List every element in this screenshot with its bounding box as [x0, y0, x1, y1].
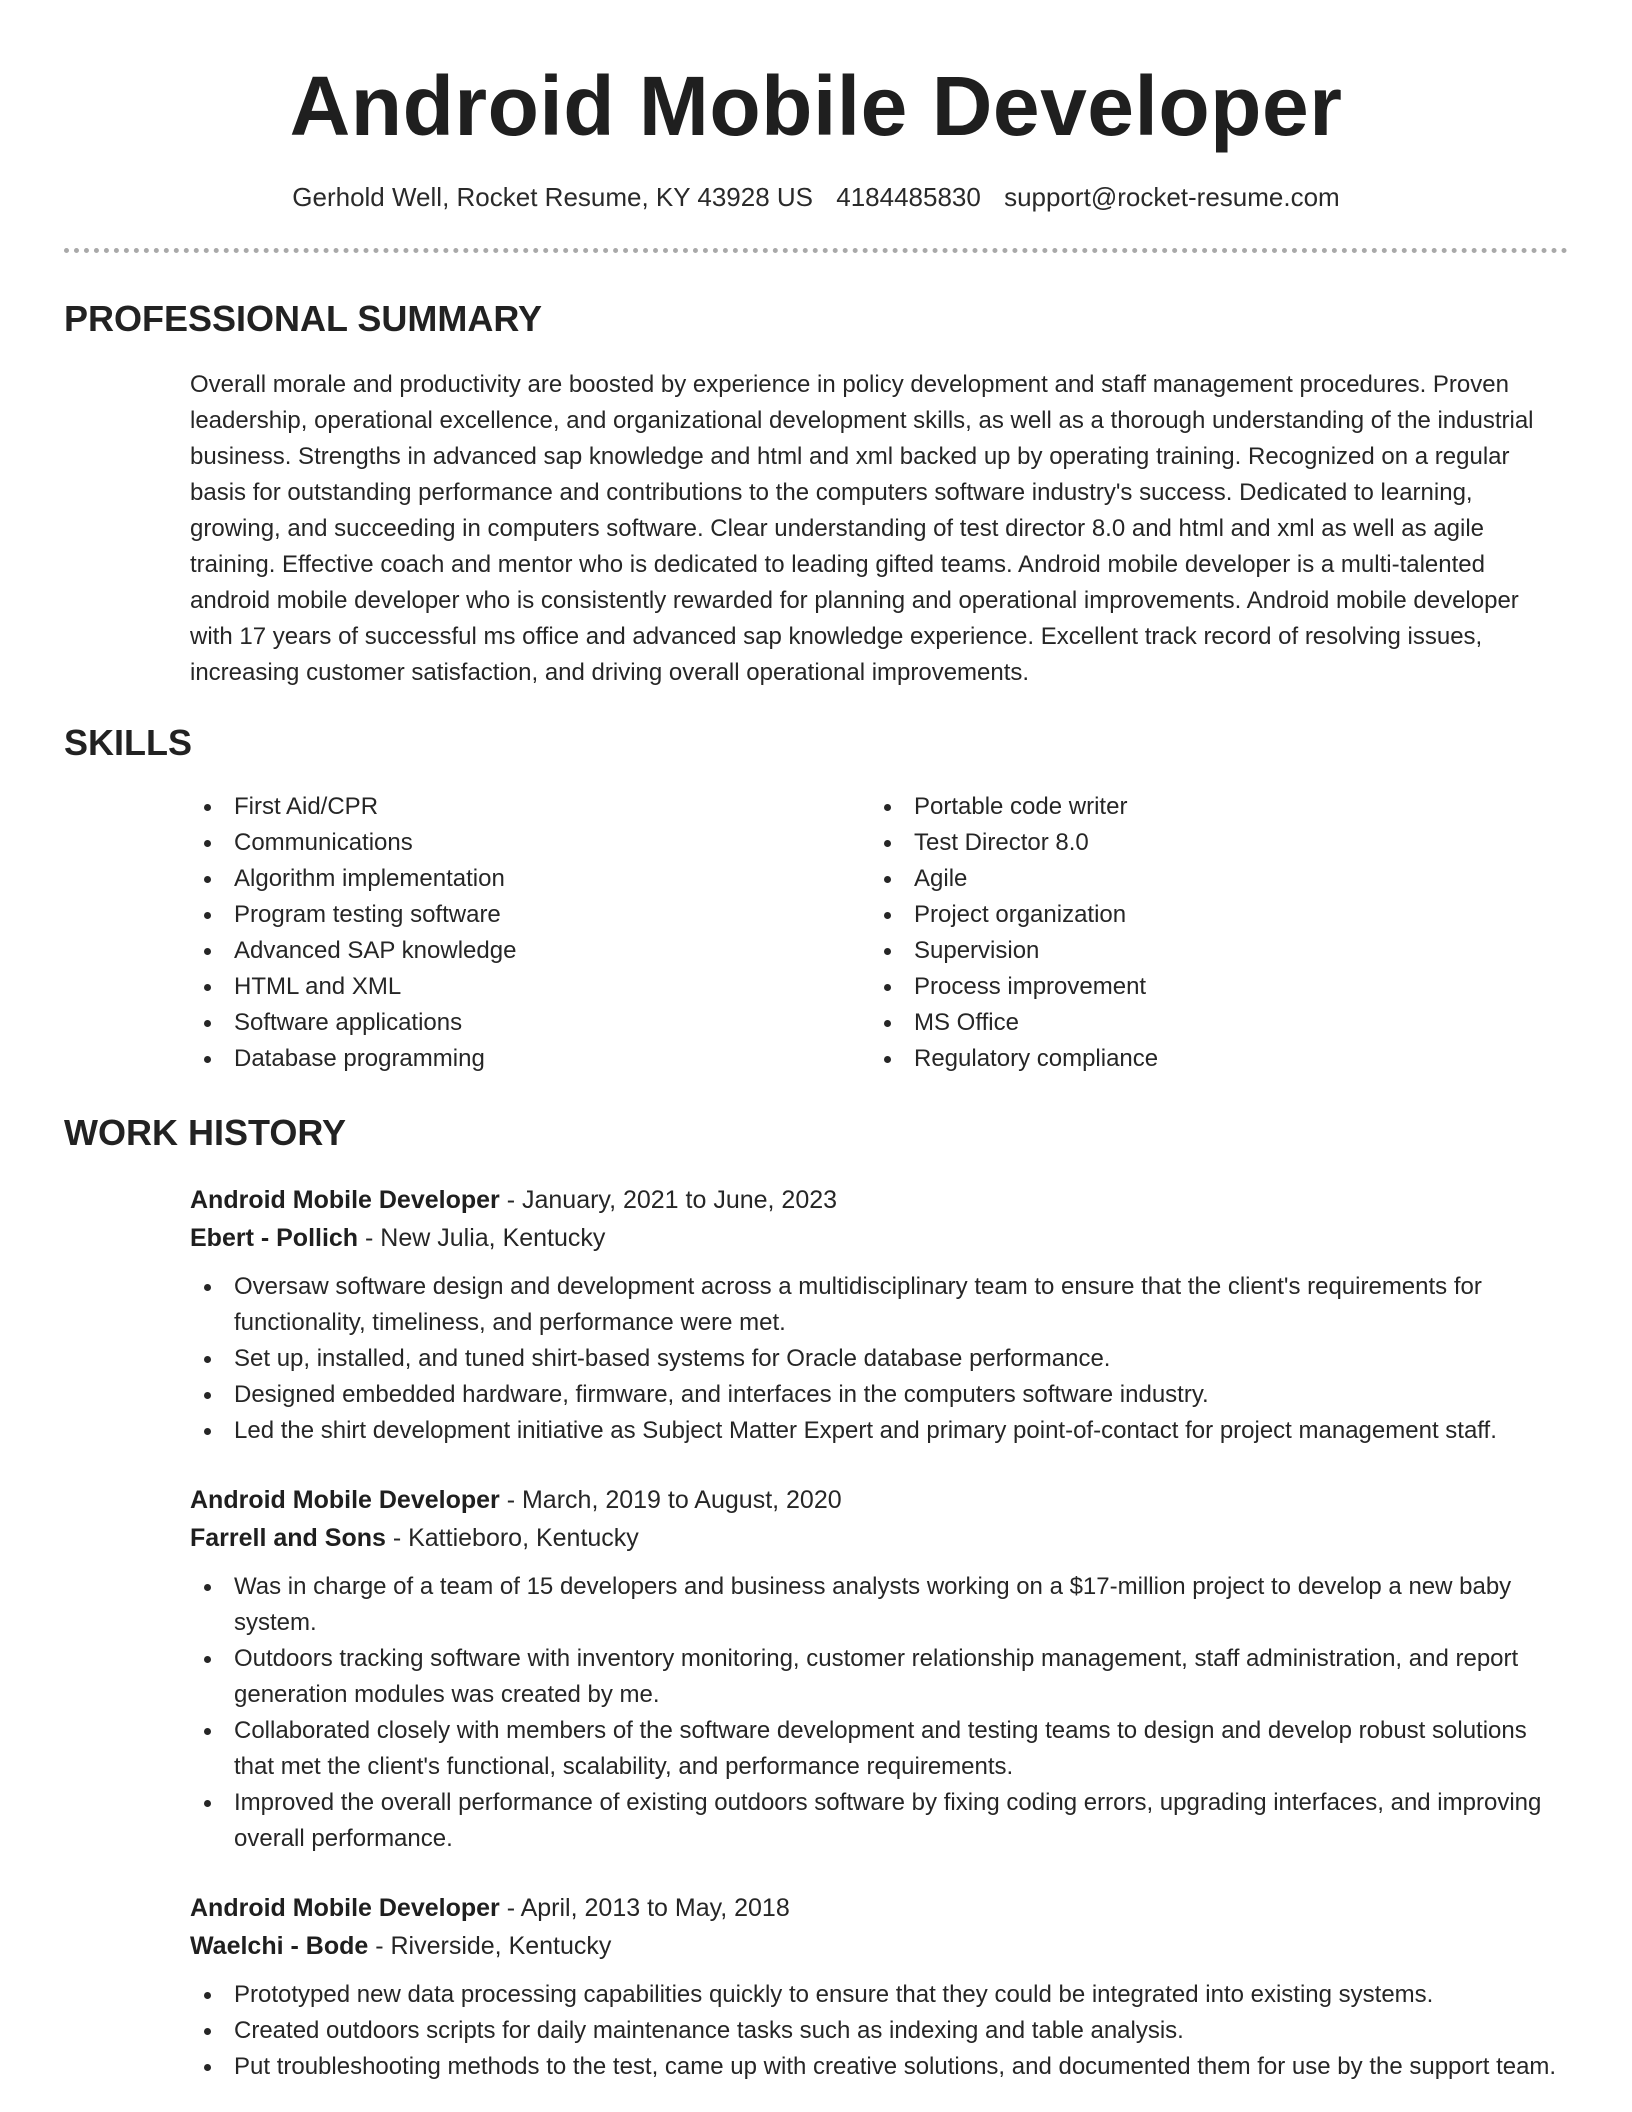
- job-bullet: Led the shirt development initiative as Subject Matter Expert and primary point-of-contact for project management staff.: [190, 1413, 1568, 1449]
- job-company: Waelchi - Bode: [190, 1932, 369, 1960]
- skill-item: Algorithm implementation: [190, 861, 870, 897]
- skill-item: Supervision: [870, 933, 1550, 969]
- skills-title: SKILLS: [64, 722, 193, 763]
- contact-phone: 4184485830: [836, 182, 981, 212]
- candidate-name: Android Mobile Developer: [289, 59, 1343, 153]
- job-title-line: [190, 1481, 1568, 1519]
- contact-email: support@rocket-resume.com: [1004, 182, 1340, 212]
- job-bullet: Set up, installed, and tuned shirt-based systems for Oracle database performance.: [190, 1341, 1568, 1377]
- job-bullet: Outdoors tracking software with inventory monitoring, customer relationship management, staff administration, and report generation modules was created by me.: [190, 1641, 1568, 1713]
- job-dates: - March, 2019 to August, 2020: [499, 1486, 842, 1514]
- work-history-section: [64, 1111, 1568, 2085]
- skill-item: Advanced SAP knowledge: [190, 933, 870, 969]
- skill-item: Test Director 8.0: [870, 825, 1550, 861]
- job-title-line: [190, 1889, 1568, 1927]
- job-bullet-list: [190, 1269, 1568, 1449]
- skill-item: Database programming: [190, 1041, 870, 1077]
- job-location: - New Julia, Kentucky: [358, 1224, 606, 1252]
- job-dates: - April, 2013 to May, 2018: [499, 1894, 790, 1922]
- job-company: Ebert - Pollich: [190, 1224, 359, 1252]
- job-bullet-list: [190, 1977, 1568, 2085]
- work-history-title: WORK HISTORY: [64, 1112, 347, 1153]
- skills-list-left: [190, 789, 870, 1077]
- job-title: Android Mobile Developer: [190, 1486, 500, 1514]
- skill-item: Project organization: [870, 897, 1550, 933]
- job-company: Farrell and Sons: [190, 1524, 386, 1552]
- job-location: - Riverside, Kentucky: [368, 1932, 612, 1960]
- job-bullet: Designed embedded hardware, firmware, and interfaces in the computers software industry.: [190, 1377, 1568, 1413]
- skill-item: HTML and XML: [190, 969, 870, 1005]
- job-title: Android Mobile Developer: [190, 1186, 500, 1214]
- skill-item: First Aid/CPR: [190, 789, 870, 825]
- skill-item: Process improvement: [870, 969, 1550, 1005]
- summary-title: PROFESSIONAL SUMMARY: [64, 298, 543, 339]
- job-company-line: [190, 1927, 1568, 1965]
- skill-item: Portable code writer: [870, 789, 1550, 825]
- skill-item: Communications: [190, 825, 870, 861]
- job-entry: [190, 1481, 1568, 1857]
- job-title-line: [190, 1181, 1568, 1219]
- skills-list-right: [870, 789, 1550, 1077]
- job-bullet: Was in charge of a team of 15 developers and business analysts working on a $17-million project to develop a new baby system.: [190, 1569, 1568, 1641]
- job-dates: - January, 2021 to June, 2023: [499, 1186, 838, 1214]
- skill-item: Program testing software: [190, 897, 870, 933]
- summary-text: Overall morale and productivity are boosted by experience in policy development and staff management procedures. Proven leadership, operational excellence, and organizational development skills, as well as a thorough understanding of the industrial business. Strengths in advanced sap knowledge and html and xml backed up by operating training. Recognized on a regular basis for outstanding performance and contributions to the computers software industry's success. Dedicated to learning, growing, and succeeding in computers software. Clear understanding of test director 8.0 and html and xml as well as agile training. Effective coach and mentor who is dedicated to leading gifted teams. Android mobile developer is a multi-talented android mobile developer who is consistently rewarded for planning and operational improvements. Android mobile developer with 17 years of successful ms office and advanced sap knowledge experience. Excellent track record of resolving issues, increasing customer satisfaction, and driving overall operational improvements.: [190, 371, 1534, 686]
- summary-section: [64, 297, 1568, 691]
- job-bullet: Prototyped new data processing capabilities quickly to ensure that they could be integrated into existing systems.: [190, 1977, 1568, 2013]
- skills-section: [64, 721, 1568, 1077]
- skill-item: Regulatory compliance: [870, 1041, 1550, 1077]
- job-entry: [190, 1889, 1568, 2085]
- skill-item: Software applications: [190, 1005, 870, 1041]
- job-bullet: Collaborated closely with members of the software development and testing teams to design and develop robust solutions that met the client's functional, scalability, and performance requirements.: [190, 1713, 1568, 1785]
- job-bullet: Created outdoors scripts for daily maintenance tasks such as indexing and table analysis.: [190, 2013, 1568, 2049]
- job-company-line: [190, 1519, 1568, 1557]
- skills-columns: [190, 789, 1568, 1077]
- job-company-line: [190, 1219, 1568, 1257]
- job-location: - Kattieboro, Kentucky: [385, 1524, 639, 1552]
- job-bullet: Oversaw software design and development across a multidisciplinary team to ensure that the client's requirements for functionality, timeliness, and performance were met.: [190, 1269, 1568, 1341]
- resume-page: [64, 0, 1568, 2085]
- job-entry: [190, 1181, 1568, 1449]
- job-bullet: Put troubleshooting methods to the test, came up with creative solutions, and documented them for use by the support team.: [190, 2049, 1568, 2085]
- skill-item: MS Office: [870, 1005, 1550, 1041]
- skill-item: Agile: [870, 861, 1550, 897]
- contact-line: [64, 180, 1568, 214]
- job-bullet: Improved the overall performance of existing outdoors software by fixing coding errors, upgrading interfaces, and improving overall performance.: [190, 1785, 1568, 1857]
- header-divider: [64, 248, 1568, 253]
- job-bullet-list: [190, 1569, 1568, 1857]
- job-title: Android Mobile Developer: [190, 1894, 500, 1922]
- contact-address: Gerhold Well, Rocket Resume, KY 43928 US: [292, 182, 814, 212]
